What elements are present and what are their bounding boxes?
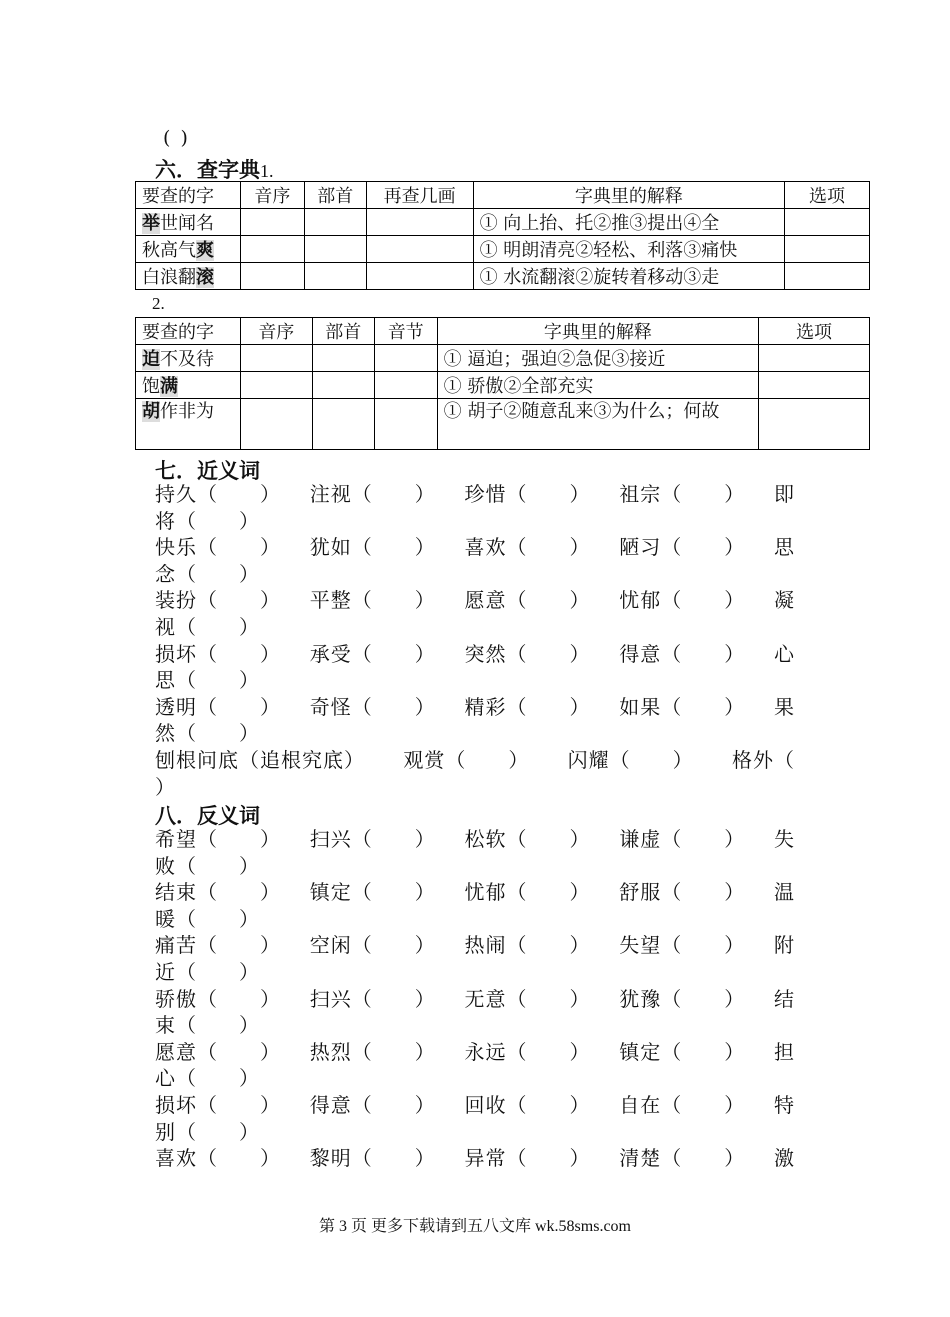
target-char: 滚	[196, 267, 214, 288]
word-item[interactable]: 失	[774, 827, 795, 851]
page-footer: 第 3 页 更多下载请到五八文库 wk.58sms.com	[318, 1218, 631, 1235]
section-6-title-text: 六．查字典	[155, 157, 260, 182]
target-char: 举	[142, 213, 160, 234]
blank-cell[interactable]	[240, 345, 312, 372]
target-char: 胡	[142, 401, 160, 422]
word-cell	[136, 209, 241, 236]
word-item[interactable]: 即	[774, 482, 795, 506]
word-item[interactable]: 持久（ ）	[155, 482, 281, 506]
word-prefix: 秋高气	[142, 240, 196, 261]
word-item[interactable]: 镇定（ ）	[309, 880, 436, 905]
word-item[interactable]: 结束（ ）	[155, 880, 281, 905]
word-item[interactable]: 凝	[774, 588, 795, 613]
part-1-label: 1.	[260, 161, 274, 181]
dictionary-table-2	[135, 317, 870, 450]
word-item[interactable]: 特	[774, 1092, 795, 1117]
blank-cell[interactable]	[785, 209, 870, 236]
explain-cell: ① 向上抬、托②推③提出④全	[473, 209, 785, 236]
word-item[interactable]: 喜欢（ ）	[155, 1146, 281, 1171]
word-item[interactable]: 愿意（ ）	[155, 1039, 281, 1064]
blank-cell[interactable]	[304, 209, 366, 236]
line-continuation[interactable]: 别（ ）	[155, 1119, 260, 1144]
table-row	[136, 209, 870, 236]
header-cell: 部首	[312, 318, 374, 345]
explain-cell: ① 胡子②随意乱来③为什么；何故	[437, 399, 758, 450]
word-item[interactable]: 清楚（ ）	[619, 1146, 746, 1171]
word-item[interactable]: 突然（ ）	[464, 641, 591, 666]
word-rest: 作非为	[160, 401, 214, 422]
exercise-line	[155, 481, 795, 508]
blank-cell[interactable]	[312, 399, 374, 450]
blank-cell[interactable]	[240, 236, 304, 263]
target-char: 满	[160, 376, 178, 397]
blank-cell[interactable]	[240, 263, 304, 290]
blank-cell[interactable]	[304, 263, 366, 290]
blank-cell[interactable]	[759, 399, 870, 450]
word-item[interactable]: 附	[774, 933, 795, 958]
word-item[interactable]: 陋习（ ）	[619, 535, 746, 560]
blank-cell[interactable]	[304, 236, 366, 263]
word-item[interactable]: 松软（ ）	[464, 827, 591, 851]
word-item[interactable]: 承受（ ）	[309, 641, 436, 666]
word-item[interactable]: 闪耀（ ）	[567, 747, 694, 772]
word-item[interactable]: 犹豫（ ）	[619, 986, 746, 1011]
part-2-label: 2.	[152, 294, 165, 313]
word-item[interactable]: 黎明（ ）	[309, 1146, 436, 1171]
exercise-line	[155, 747, 795, 774]
word-item[interactable]: 失望（ ）	[619, 933, 746, 958]
header-cell: 再查几画	[366, 182, 473, 209]
blank-cell[interactable]	[374, 399, 437, 450]
word-item[interactable]: 忧郁（ ）	[464, 880, 591, 905]
word-cell	[136, 345, 241, 372]
exercise-line	[155, 534, 795, 561]
word-item[interactable]: 愿意（ ）	[464, 588, 591, 613]
word-item[interactable]: 损坏（ ）	[155, 641, 281, 666]
antonym-exercise	[155, 826, 795, 1172]
word-item[interactable]: 希望（ ）	[155, 827, 281, 851]
word-item[interactable]: 犹如（ ）	[309, 535, 436, 560]
header-cell: 音序	[240, 182, 304, 209]
word-item[interactable]: 镇定（ ）	[619, 1039, 746, 1064]
table-row	[136, 399, 870, 450]
word-item[interactable]: 果	[774, 694, 795, 719]
table-header-row	[136, 318, 870, 345]
blank-cell[interactable]	[240, 372, 312, 399]
blank-cell[interactable]	[374, 372, 437, 399]
word-item[interactable]: 精彩（ ）	[464, 694, 591, 719]
word-item[interactable]: 痛苦（ ）	[155, 933, 281, 958]
explain-cell: ① 逼迫；强迫②急促③接近	[437, 345, 758, 372]
word-item[interactable]: 回收（ ）	[464, 1092, 591, 1117]
line-continuation[interactable]: 然（ ）	[155, 721, 260, 746]
line-continuation[interactable]: 束（ ）	[155, 1013, 260, 1038]
line-continuation[interactable]: 将（ ）	[155, 508, 260, 533]
synonym-exercise	[155, 481, 795, 800]
word-item[interactable]: 刨根问底（追根究底）	[155, 747, 365, 772]
word-item[interactable]: 祖宗（ ）	[619, 482, 746, 506]
exercise-line	[155, 1145, 795, 1172]
header-cell: 选项	[785, 182, 870, 209]
line-continuation[interactable]: ）	[155, 774, 176, 799]
word-item[interactable]: 喜欢（ ）	[464, 535, 591, 560]
line-continuation[interactable]: 念（ ）	[155, 561, 260, 586]
word-item[interactable]: 心	[774, 641, 795, 666]
word-item[interactable]: 谦虚（ ）	[619, 827, 746, 851]
word-prefix: 白浪翻	[142, 267, 196, 288]
exercise-line	[155, 1092, 795, 1119]
word-item[interactable]: 思	[774, 535, 795, 560]
word-item[interactable]: 骄傲（ ）	[155, 986, 281, 1011]
word-item[interactable]: 格外（	[731, 747, 795, 772]
word-item[interactable]: 注视（ ）	[309, 482, 436, 506]
line-continuation[interactable]: 近（ ）	[155, 959, 260, 984]
word-item[interactable]: 如果（ ）	[619, 694, 746, 719]
word-cell	[136, 372, 241, 399]
target-char: 迫	[142, 349, 160, 370]
explain-cell: ① 水流翻滚②旋转着移动③走	[473, 263, 785, 290]
header-cell: 字典里的解释	[437, 318, 758, 345]
word-item[interactable]: 忧郁（ ）	[619, 588, 746, 613]
exercise-line	[155, 1039, 795, 1066]
exercise-line	[155, 986, 795, 1013]
word-cell	[136, 236, 241, 263]
word-item[interactable]: 装扮（ ）	[155, 588, 281, 613]
section-7-title: 七．近义词	[155, 458, 260, 483]
header-cell: 音序	[240, 318, 312, 345]
exercise-line	[155, 932, 795, 959]
word-item[interactable]: 损坏（ ）	[155, 1092, 281, 1117]
word-item[interactable]: 得意（ ）	[619, 641, 746, 666]
dictionary-table-1	[135, 181, 870, 290]
exercise-line	[155, 641, 795, 668]
explain-cell: ① 骄傲②全部充实	[437, 372, 758, 399]
blank-cell[interactable]	[366, 236, 473, 263]
blank-cell[interactable]	[785, 263, 870, 290]
exercise-line	[155, 587, 795, 614]
answer-paren: ( )	[163, 127, 190, 149]
word-item[interactable]: 奇怪（ ）	[309, 694, 436, 719]
word-item[interactable]: 热烈（ ）	[309, 1039, 436, 1064]
word-cell	[136, 263, 241, 290]
word-rest: 不及待	[160, 349, 214, 370]
blank-cell[interactable]	[240, 209, 304, 236]
blank-cell[interactable]	[240, 399, 312, 450]
blank-cell[interactable]	[366, 209, 473, 236]
word-item[interactable]: 珍惜（ ）	[464, 482, 591, 506]
word-item[interactable]: 自在（ ）	[619, 1092, 746, 1117]
line-continuation[interactable]: 败（ ）	[155, 853, 260, 878]
word-prefix: 饱	[142, 376, 160, 397]
target-char: 爽	[196, 240, 214, 261]
blank-cell[interactable]	[374, 345, 437, 372]
exercise-line	[155, 694, 795, 721]
word-item[interactable]: 快乐（ ）	[155, 535, 281, 560]
word-item[interactable]: 结	[774, 986, 795, 1011]
explain-cell: ① 明朗清亮②轻松、利落③痛快	[473, 236, 785, 263]
table-row	[136, 372, 870, 399]
exercise-line	[155, 879, 795, 906]
word-item[interactable]: 舒服（ ）	[619, 880, 746, 905]
line-continuation[interactable]: 心（ ）	[155, 1066, 260, 1091]
header-cell: 部首	[304, 182, 366, 209]
header-cell: 要查的字	[136, 182, 241, 209]
exercise-line	[155, 826, 795, 853]
blank-cell[interactable]	[759, 345, 870, 372]
table-header-row	[136, 182, 870, 209]
word-item[interactable]: 扫兴（ ）	[309, 986, 436, 1011]
word-item[interactable]: 扫兴（ ）	[309, 827, 436, 851]
table-row	[136, 263, 870, 290]
word-item[interactable]: 观赏（ ）	[403, 747, 530, 772]
table-row	[136, 236, 870, 263]
word-item[interactable]: 热闹（ ）	[464, 933, 591, 958]
blank-cell[interactable]	[312, 372, 374, 399]
header-cell: 音节	[374, 318, 437, 345]
word-item[interactable]: 温	[774, 880, 795, 905]
word-item[interactable]: 得意（ ）	[309, 1092, 436, 1117]
section-8-title: 八．反义词	[155, 803, 260, 828]
word-item[interactable]: 永远（ ）	[464, 1039, 591, 1064]
word-item[interactable]: 空闲（ ）	[309, 933, 436, 958]
section-6-title	[155, 154, 274, 184]
word-item[interactable]: 透明（ ）	[155, 694, 281, 719]
line-continuation[interactable]: 视（ ）	[155, 614, 260, 639]
header-cell: 字典里的解释	[473, 182, 785, 209]
blank-cell[interactable]	[366, 263, 473, 290]
line-continuation[interactable]: 思（ ）	[155, 668, 260, 693]
header-cell: 要查的字	[136, 318, 241, 345]
blank-cell[interactable]	[759, 372, 870, 399]
line-continuation[interactable]: 暖（ ）	[155, 906, 260, 931]
blank-cell[interactable]	[785, 236, 870, 263]
word-item[interactable]: 激	[774, 1146, 795, 1171]
word-cell	[136, 399, 241, 450]
word-item[interactable]: 平整（ ）	[309, 588, 436, 613]
word-item[interactable]: 无意（ ）	[464, 986, 591, 1011]
header-cell: 选项	[759, 318, 870, 345]
word-rest: 世闻名	[160, 213, 214, 234]
word-item[interactable]: 担	[774, 1039, 795, 1064]
table-row	[136, 345, 870, 372]
word-item[interactable]: 异常（ ）	[464, 1146, 591, 1171]
blank-cell[interactable]	[312, 345, 374, 372]
